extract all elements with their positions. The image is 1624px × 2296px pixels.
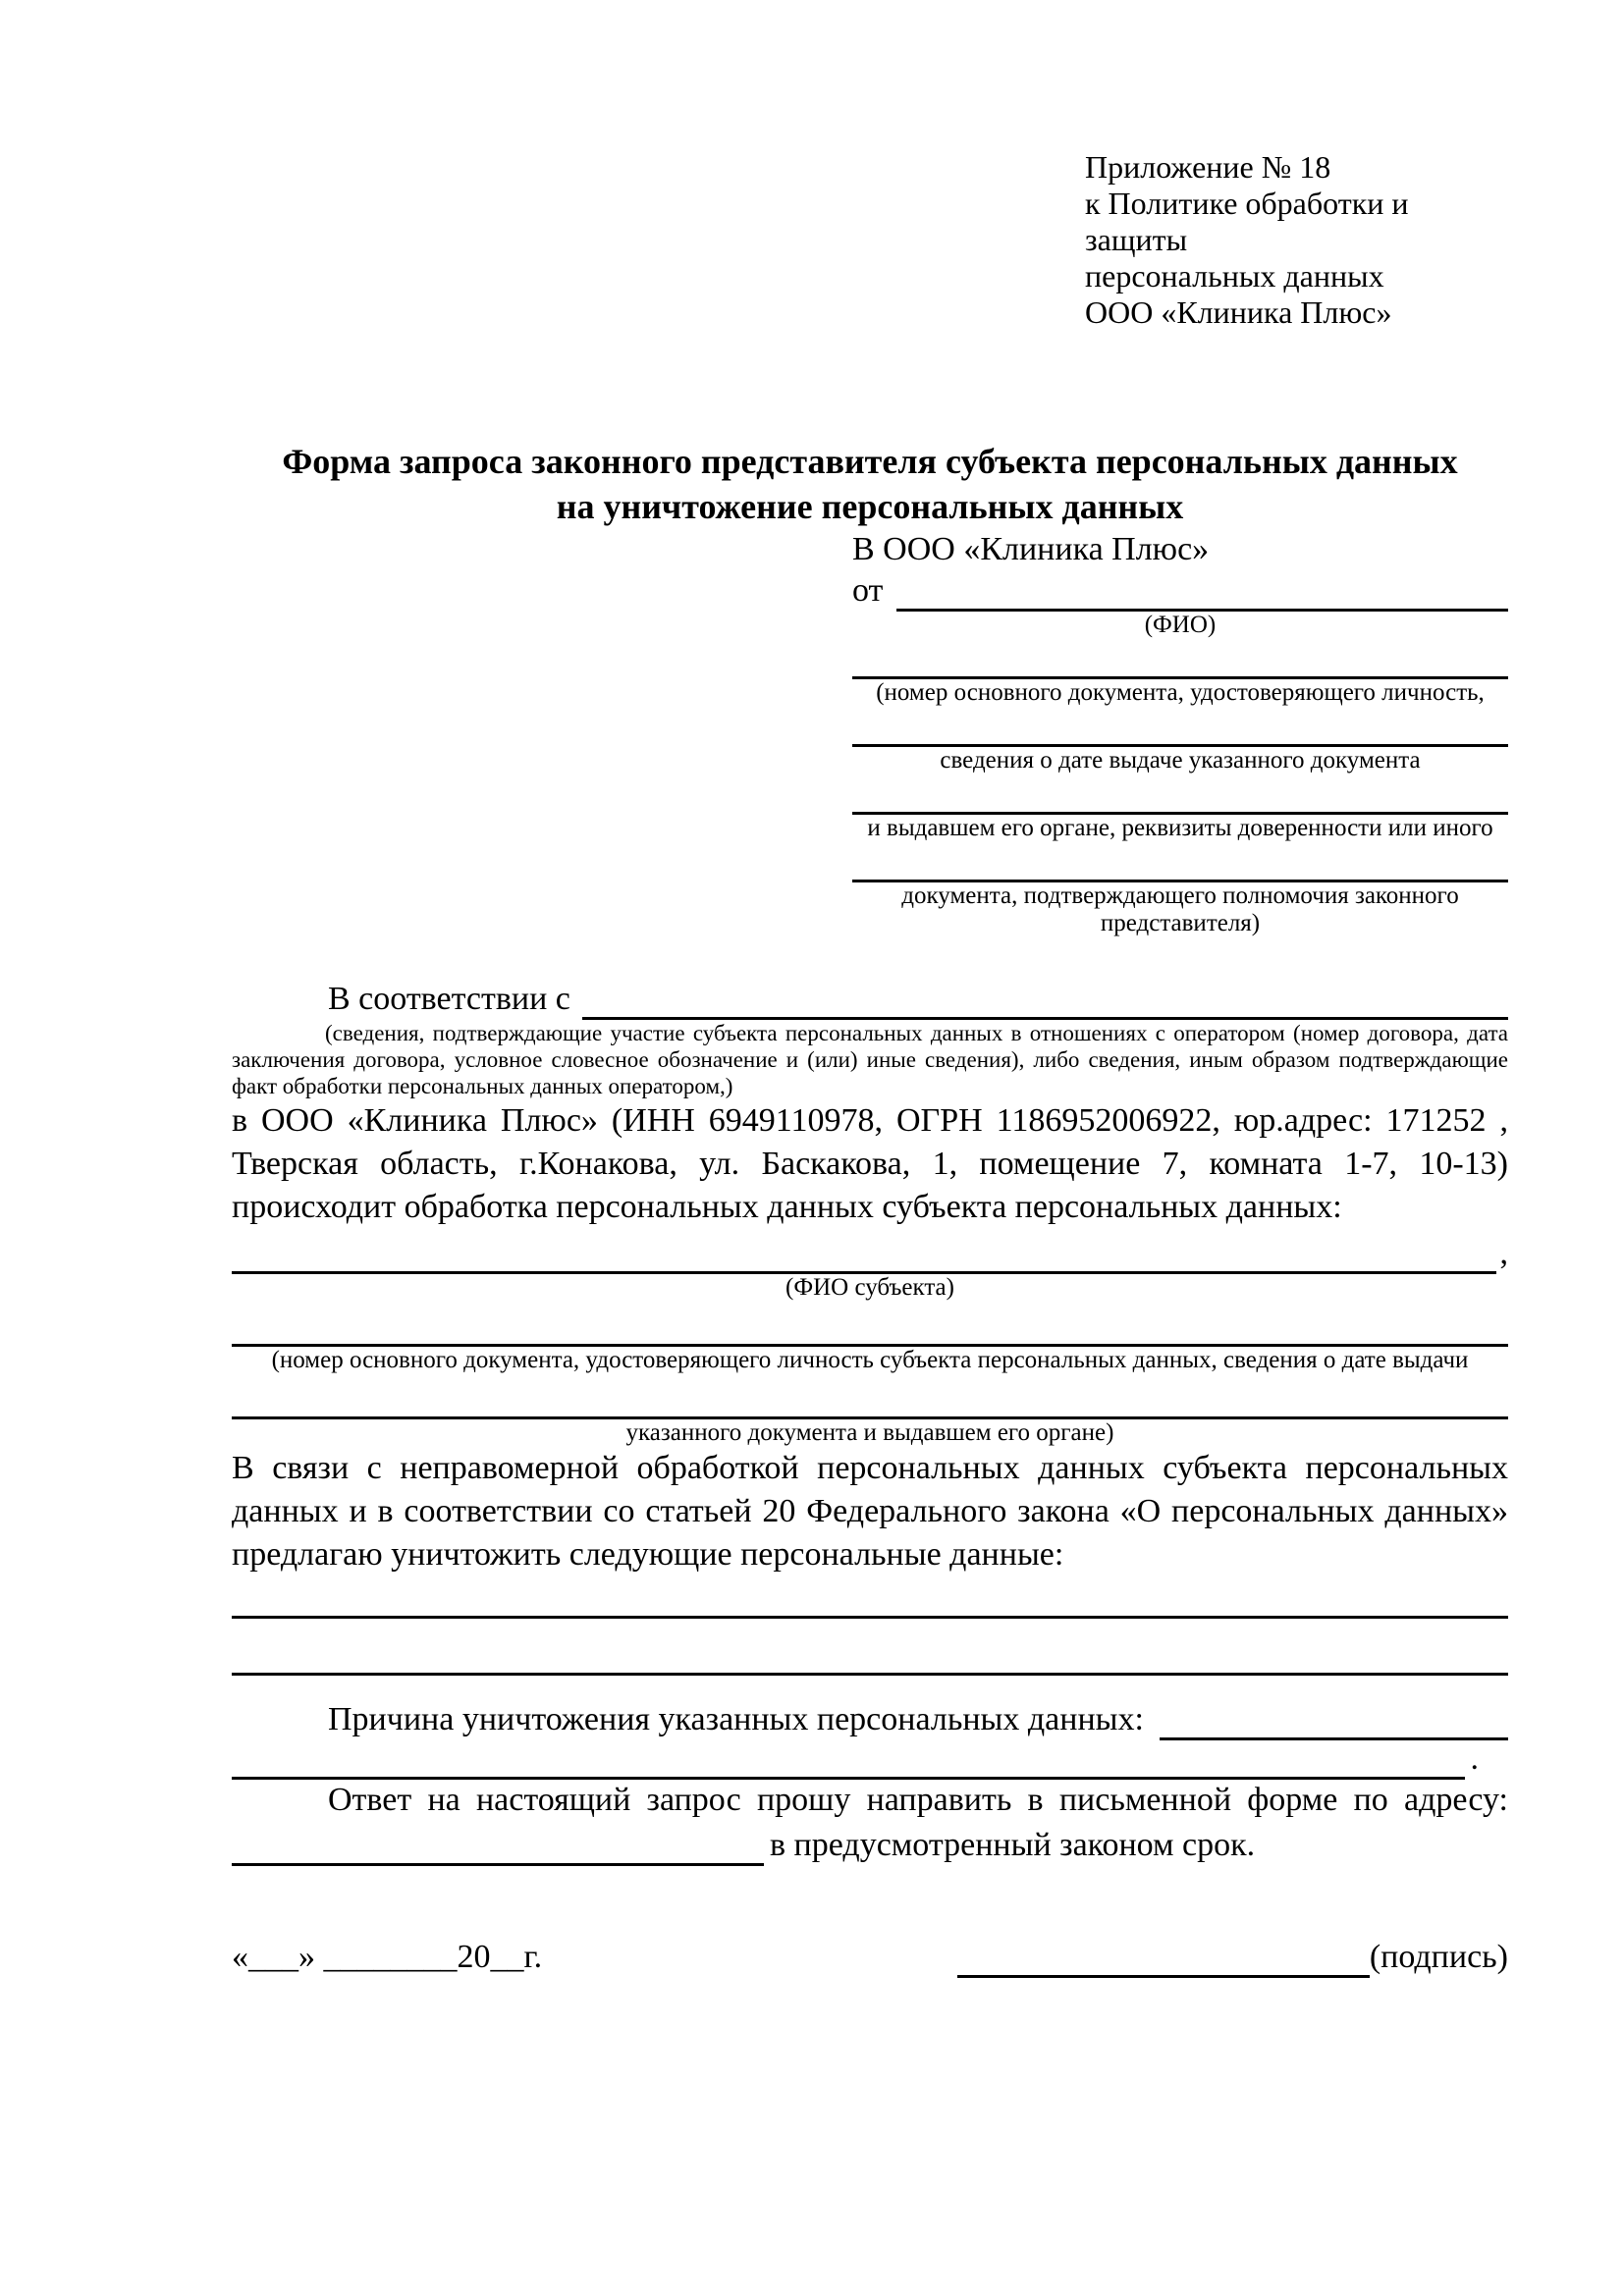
fill-line-reason[interactable] (1160, 1737, 1508, 1740)
addressee-to: В ООО «Клиника Плюс» (852, 531, 1210, 567)
reason-trailing-period: . (1470, 1740, 1479, 1777)
addressee-block (852, 529, 1508, 937)
appendix-line-4: ООО «Клиника Плюс» (1085, 294, 1392, 330)
subject-fio-caption: (ФИО субъекта) (785, 1274, 954, 1301)
date-blank[interactable]: «___» ________20__г. (232, 1939, 543, 1975)
subject-doc-caption-1: (номер основного документа, удостоверяющего личность субъекта персональных данных, сведения о дате выдачи (271, 1347, 1469, 1373)
subject-doc-caption-2: указанного документа и выдавшем его органе) (625, 1419, 1114, 1446)
fill-line-reply-address[interactable] (232, 1863, 764, 1866)
reason-continuation-row (232, 1740, 1508, 1780)
subject-issuer-row (232, 1374, 1508, 1419)
fill-line-representative-document[interactable] (852, 639, 1508, 679)
doc-caption-2: сведения о дате выдаче указанного документа (940, 747, 1421, 774)
doc-caption-1: (номер основного документа, удостоверяющего личность, (876, 679, 1485, 706)
subject-document-row (232, 1302, 1508, 1347)
from-label: от (852, 572, 884, 609)
appendix-block (1085, 149, 1508, 331)
subject-fio-row (232, 1229, 1508, 1274)
fill-line-signature[interactable] (957, 1975, 1370, 1978)
reply-address-row (232, 1823, 1508, 1866)
appendix-line-2: к Политике обработки и защиты (1085, 186, 1409, 257)
operator-info-paragraph: в ООО «Клиника Плюс» (ИНН 6949110978, ОГРН 1186952006922, юр.адрес: 171252 , Тверская область, г.Конакова, ул. Баскакова, 1, помещение 7, комната 1-7, 10-13) происходит обработка персональных данных субъекта персональных данных: (232, 1102, 1508, 1225)
form-title-line-2: на уничтожение персональных данных (556, 487, 1184, 526)
fill-line-issuing-authority[interactable] (852, 774, 1508, 815)
form-title-line-1: Форма запроса законного представителя субъекта персональных данных (282, 442, 1458, 481)
reason-label: Причина уничтожения указанных персональных данных: (328, 1701, 1144, 1737)
doc-caption-3: и выдавшем его органе, реквизиты доверенности или иного (867, 815, 1493, 841)
doc-caption-4: документа, подтверждающего полномочия законного представителя) (901, 882, 1459, 936)
accordance-lead: В соответствии с (328, 981, 570, 1017)
reply-tail: в предусмотренный законом срок. (770, 1827, 1256, 1863)
accordance-row (232, 977, 1508, 1020)
reply-request-line: Ответ на настоящий запрос прошу направить в письменной форме по адресу: (328, 1782, 1508, 1818)
fill-line-document-issue-date[interactable] (852, 707, 1508, 747)
accordance-note: (сведения, подтверждающие участие субъекта персональных данных в отношениях с оператором (номер договора, дата заключения договора, условное словесное обозначение и (или) иные сведения), либо сведения, иным образом подтверждающие факт обработки персональных данных оператором,) (232, 1021, 1508, 1098)
addressee-from-row (852, 570, 1508, 612)
fill-line-data-to-destroy-1[interactable] (232, 1576, 1508, 1619)
form-title (232, 439, 1508, 529)
reason-row (232, 1676, 1508, 1740)
appendix-line-1: Приложение № 18 (1085, 149, 1331, 185)
fill-line-data-to-destroy-2[interactable] (232, 1619, 1508, 1676)
fill-line-authority-document[interactable] (852, 842, 1508, 882)
subject-trailing-comma: , (1499, 1235, 1508, 1271)
appendix-line-3: персональных данных (1085, 258, 1384, 294)
signature-caption: (подпись) (1369, 1939, 1508, 1975)
signature-row (232, 1935, 1508, 1978)
fio-caption: (ФИО) (1144, 612, 1217, 638)
unlawful-processing-paragraph: В связи с неправомерной обработкой персональных данных субъекта персональных данных и в соответствии со статьей 20 Федерального закона «О персональных данных» предлагаю уничтожить следующие персональные данные: (232, 1450, 1508, 1573)
